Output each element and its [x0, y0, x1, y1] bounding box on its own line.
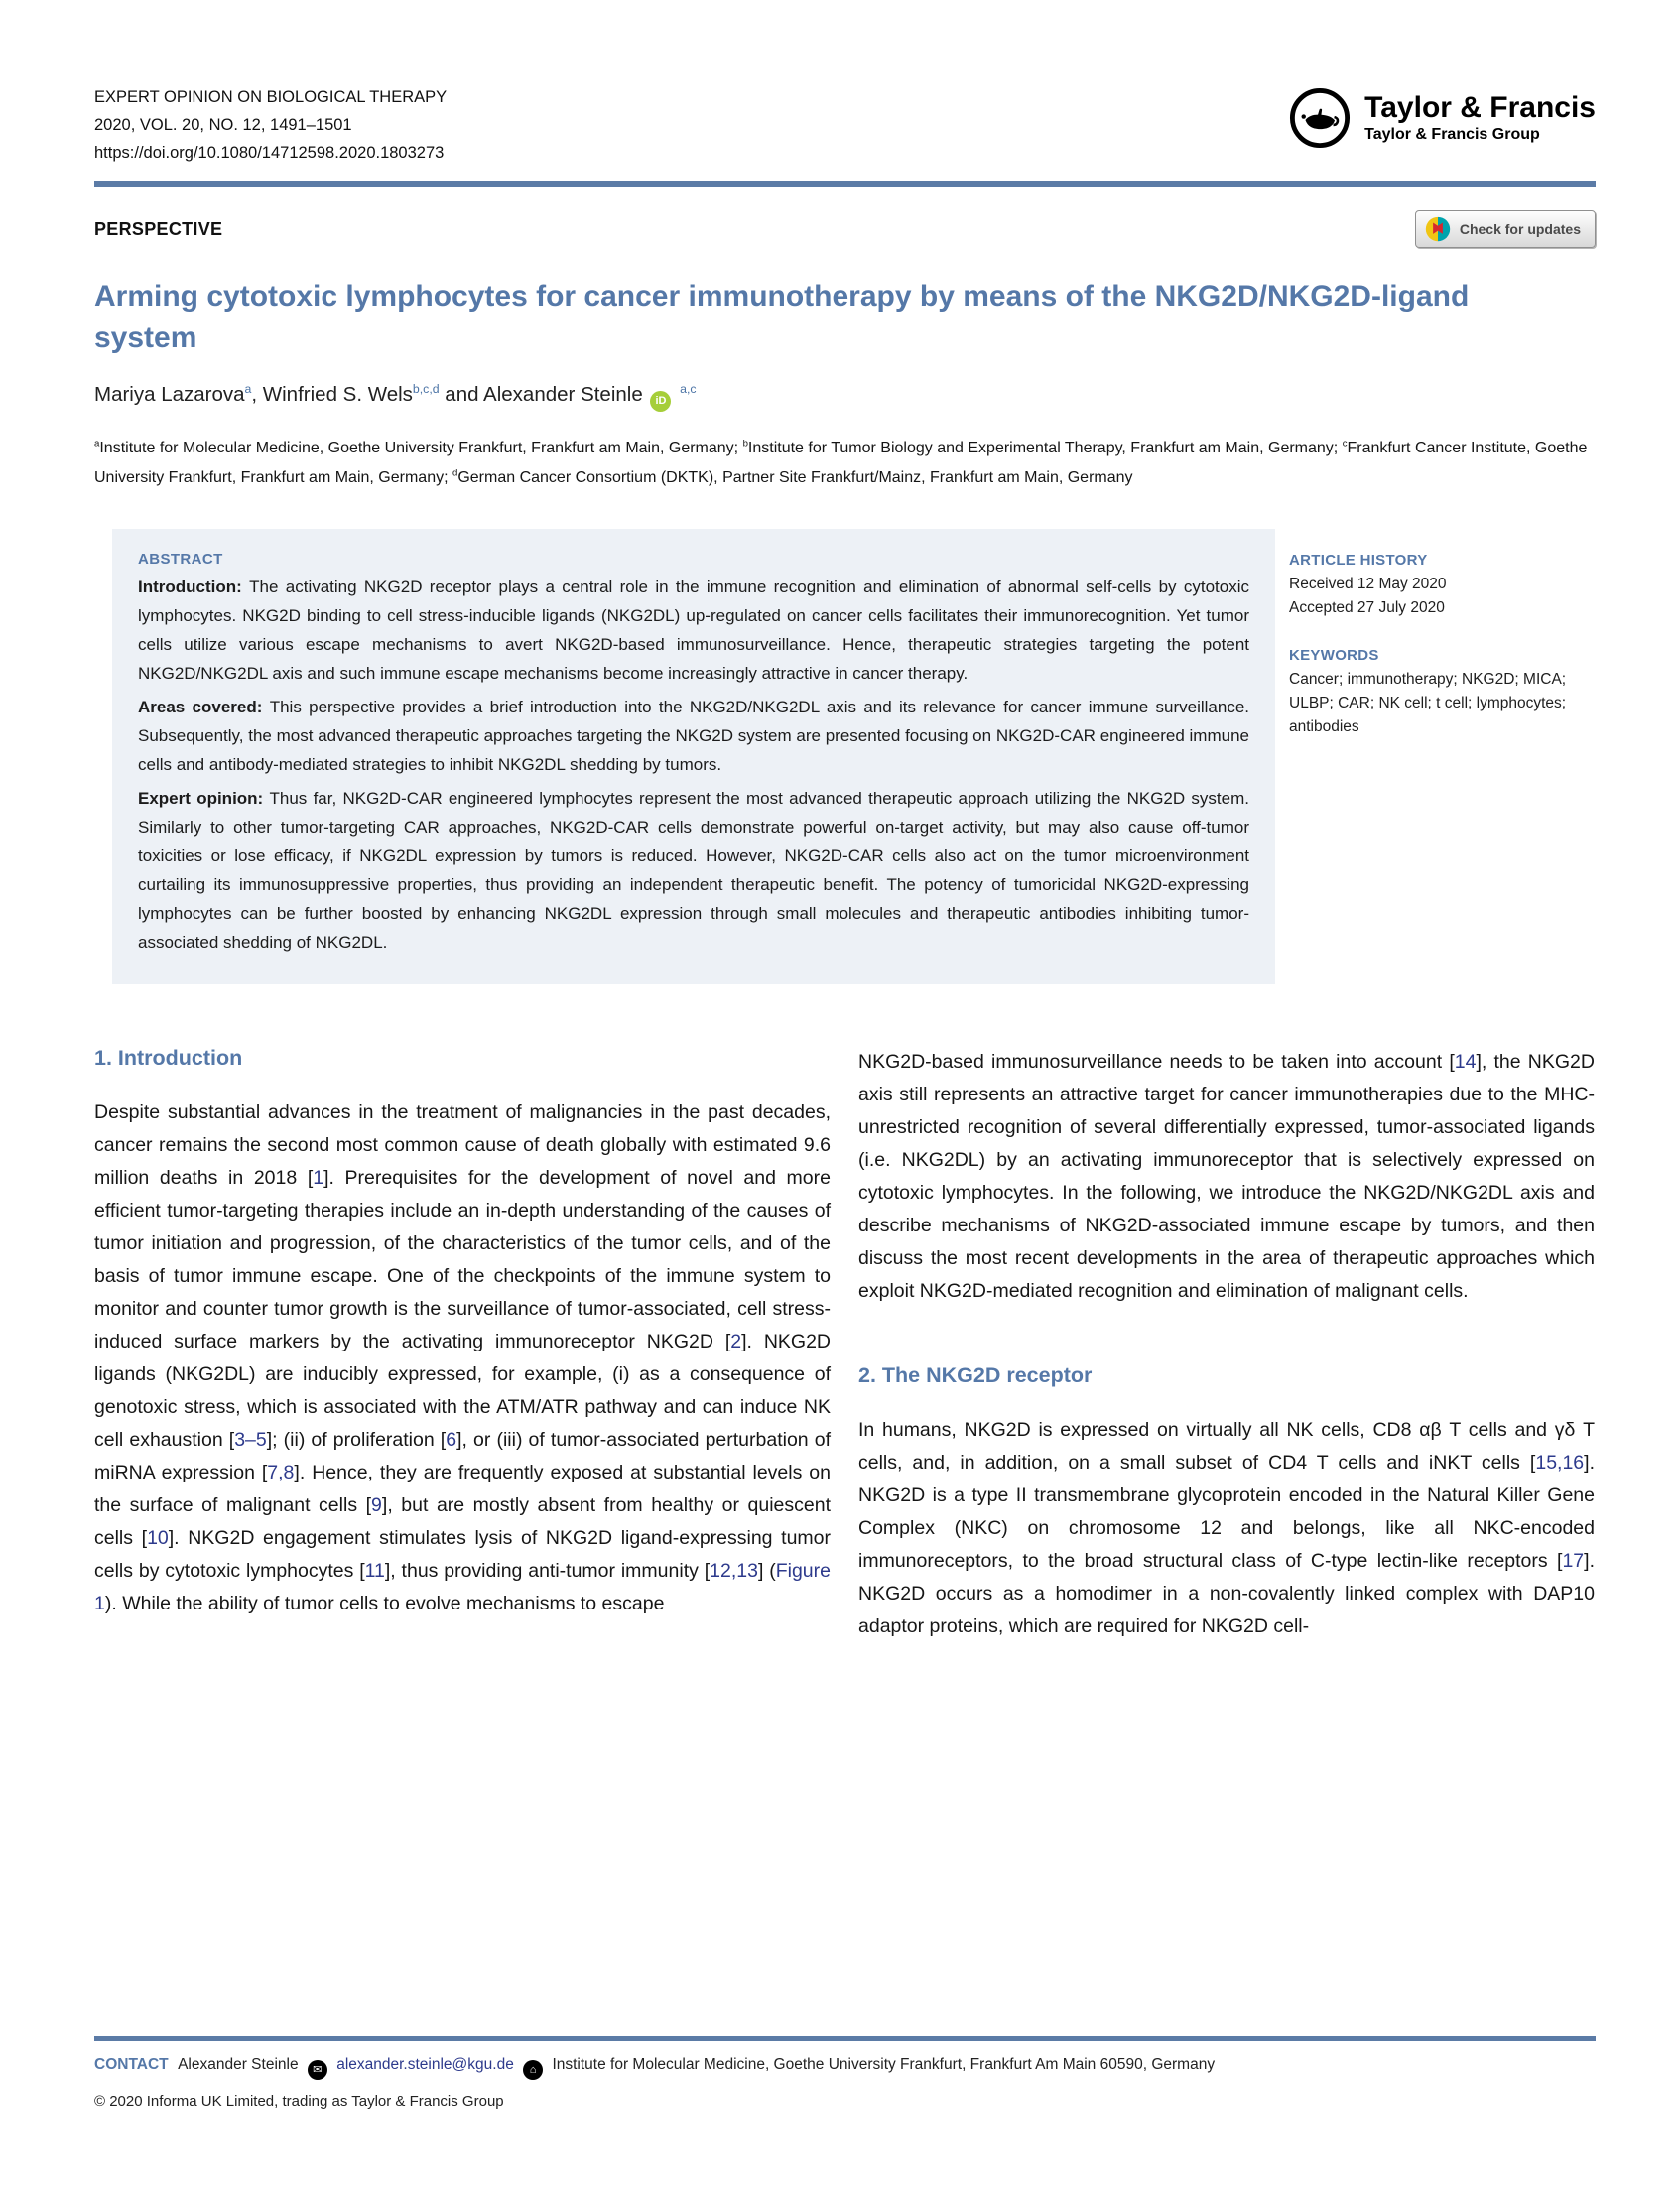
ref-link[interactable]: 3–5 — [234, 1428, 267, 1451]
ref-link[interactable]: 1 — [313, 1166, 324, 1189]
introduction-paragraph-continued: NKG2D-based immunosurveillance needs to be taken into account [14], the NKG2D axis still represents an attractive target for cancer immunotherapies due to the MHC-unrestricted recognition of several differentially expressed, tumor-associated ligands (i.e. NKG2DL) by an activating immunoreceptor that is selectively expressed on cytotoxic lymphocytes. In the following, we introduce the NKG2D/NKG2DL axis and describe mechanisms of NKG2D-associated immune escape by tumors, and then discuss the most recent developments in the area of therapeutic approaches which exploit NKG2D-mediated recognition and elimination of malignant cells. — [858, 1050, 1595, 1302]
journal-name: EXPERT OPINION ON BIOLOGICAL THERAPY — [94, 88, 448, 106]
contact-name: Alexander Steinle — [178, 2056, 299, 2073]
ref-link[interactable]: 2 — [730, 1330, 742, 1352]
ref-link[interactable]: 17 — [1562, 1549, 1585, 1572]
journal-meta — [94, 83, 447, 167]
author-byline — [94, 383, 1596, 412]
crossmark-icon — [1425, 216, 1451, 242]
check-for-updates-label: Check for updates — [1459, 221, 1581, 237]
abstract-box — [112, 529, 1275, 984]
contact-email-link[interactable]: alexander.steinle@kgu.de — [336, 2056, 514, 2073]
contact-label: CONTACT — [94, 2056, 169, 2073]
article-body — [94, 1046, 1596, 1643]
keywords-list: Cancer; immunotherapy; NKG2D; MICA; ULBP; CAR; NK cell; t cell; lymphocytes; antibodies — [1289, 670, 1567, 735]
body-column-right — [858, 1046, 1595, 1643]
ref-link[interactable]: 9 — [371, 1493, 382, 1516]
publisher-name: Taylor & Francis — [1364, 90, 1596, 124]
abstract-introduction: Introduction: The activating NKG2D receptor plays a central role in the immune recognition and elimination of abnormal self-cells by cytotoxic lymphocytes. NKG2D binding to cell stress-inducible ligands (NKG2DL) up-regulated on cancer cells facilitates their immunorecognition. Yet tumor cells utilize various escape mechanisms to avert NKG2D-based immunosurveillance. Hence, therapeutic strategies targeting the potent NKG2D/NKG2DL axis and such immune escape mechanisms become increasingly attractive in cancer therapy. — [138, 577, 1249, 683]
ref-link[interactable]: 14 — [1454, 1050, 1477, 1073]
taylor-francis-lamp-icon — [1289, 87, 1351, 149]
contact-line — [94, 2056, 1596, 2080]
article-info-sidebar — [1289, 529, 1587, 739]
section-heading-introduction: 1. Introduction — [94, 1045, 243, 1070]
publisher-logo — [1289, 87, 1596, 149]
article-history — [1289, 549, 1587, 620]
ref-link[interactable]: 10 — [147, 1526, 169, 1549]
body-column-left — [94, 1046, 831, 1643]
page-footer — [94, 2036, 1596, 2110]
keywords-heading: KEYWORDS — [1289, 646, 1379, 664]
keywords-block — [1289, 644, 1587, 739]
publisher-logo-text — [1364, 92, 1596, 145]
abstract-heading: ABSTRACT — [138, 550, 223, 568]
article-history-heading: ARTICLE HISTORY — [1289, 551, 1428, 569]
envelope-icon: ✉ — [308, 2060, 327, 2080]
section-heading-nkg2d-receptor: 2. The NKG2D receptor — [858, 1362, 1093, 1387]
nkg2d-receptor-paragraph: In humans, NKG2D is expressed on virtually all NK cells, CD8 αβ T cells and γδ T cells, and, in addition, on a small subset of CD4 T cells and iNKT cells [15,16]. NKG2D is a type II transmembrane glycoprotein encoded in the Natural Killer Gene Complex (NKC) on chromosome 12 and belongs, like all NKC-encoded immunoreceptors, to the broad structural class of C-type lectin-like receptors [17]. NKG2D occurs as a homodimer in a non-covalently linked complex with DAP10 adaptor proteins, which are required for NKG2D cell- — [858, 1418, 1595, 1637]
journal-volume: 2020, VOL. 20, NO. 12, 1491–1501 — [94, 116, 352, 134]
orcid-icon[interactable]: iD — [650, 391, 671, 412]
accepted-date: Accepted 27 July 2020 — [1289, 598, 1445, 616]
top-divider — [94, 181, 1596, 187]
check-for-updates-button[interactable] — [1415, 210, 1596, 248]
author-affiliation-sup: a,c — [680, 382, 697, 397]
contact-address: Institute for Molecular Medicine, Goethe University Frankfurt, Frankfurt Am Main 60590, Germany — [552, 2056, 1216, 2073]
ref-link[interactable]: 15,16 — [1535, 1451, 1585, 1474]
publisher-group: Taylor & Francis Group — [1364, 126, 1540, 144]
author-names: Mariya Lazarova$^a$, Winfried S. Wels$^{b,c,d}$ and Alexander Steinle — [94, 382, 643, 406]
copyright-line: © 2020 Informa UK Limited, trading as Taylor & Francis Group — [94, 2093, 504, 2110]
building-icon: ⌂ — [523, 2060, 543, 2080]
ref-link[interactable]: 7,8 — [267, 1461, 295, 1483]
bottom-divider — [94, 2036, 1596, 2041]
type-row — [94, 210, 1596, 248]
abstract-row — [94, 529, 1596, 984]
abstract-areas-covered: Areas covered: This perspective provides a brief introduction into the NKG2D/NKG2DL axis and its relevance for cancer immune surveillance. Subsequently, the most advanced therapeutic approaches targeting the NKG2D system are presented focusing on NKG2D-CAR engineered immune cells and antibody-mediated strategies to inhibit NKG2DL shedding by tumors. — [138, 697, 1249, 774]
received-date: Received 12 May 2020 — [1289, 575, 1447, 592]
ref-link[interactable]: 12,13 — [710, 1559, 758, 1582]
introduction-paragraph: Despite substantial advances in the treatment of malignancies in the past decades, cancer remains the second most common cause of death globally with estimated 9.6 million deaths in 2018 [1]. Prerequisites for the development of novel and more efficient tumor-targeting therapies include an in-depth understanding of the causes of tumor initiation and progression, of the characteristics of the tumor cells, and of the basis of tumor immune escape. One of the checkpoints of the immune system to monitor and counter tumor growth is the surveillance of tumor-associated, cell stress-induced surface markers by the activating immunoreceptor NKG2D [2]. NKG2D ligands (NKG2DL) are inducibly expressed, for example, (i) as a consequence of genotoxic stress, which is associated with the ATM/ATR pathway and can induce NK cell exhaustion [3–5]; (ii) of proliferation [6], or (iii) of tumor-associated perturbation of miRNA expression [7,8]. Hence, they are frequently exposed at substantial levels on the surface of malignant cells [9], but are mostly absent from healthy or quiescent cells [10]. NKG2D engagement stimulates lysis of NKG2D ligand-expressing tumor cells by cytotoxic lymphocytes [11], thus providing anti-tumor immunity [12,13] (Figure 1). While the ability of tumor cells to evolve mechanisms to escape — [94, 1100, 832, 1614]
article-title: Arming cytotoxic lymphocytes for cancer immunotherapy by means of the NKG2D/NKG2D-ligand system — [94, 280, 1470, 354]
doi-link[interactable]: https://doi.org/10.1080/14712598.2020.1803273 — [94, 144, 445, 162]
ref-link[interactable]: 11 — [364, 1559, 385, 1582]
ref-link[interactable]: Figure 1 — [94, 1559, 831, 1614]
ref-link[interactable]: 6 — [446, 1428, 457, 1451]
article-type-label: PERSPECTIVE — [94, 218, 223, 239]
affiliations: $^a$Institute for Molecular Medicine, Goethe University Frankfurt, Frankfurt am Main, Germany; $^b$Institute for Tumor Biology and Experimental Therapy, Frankfurt am Main, Germany; $^c$Frankfurt Cancer Institute, Goethe University Frankfurt, Frankfurt am Main, Germany; $^d$German Cancer Consortium (DKTK), Partner Site Frankfurt/Mainz, Frankfurt am Main, Germany — [94, 438, 1588, 486]
abstract-expert-opinion: Expert opinion: Thus far, NKG2D-CAR engineered lymphocytes represent the most advanced therapeutic approach utilizing the NKG2D system. Similarly to other tumor-targeting CAR approaches, NKG2D-CAR cells demonstrate powerful on-target activity, but may also cause off-tumor toxicities or lose efficacy, if NKG2DL expression by tumors is reduced. However, NKG2D-CAR cells also act on the tumor microenvironment curtailing its immunosuppressive properties, thus providing an independent therapeutic benefit. The potency of tumoricidal NKG2D-expressing lymphocytes can be further boosted by enhancing NKG2DL expression through small molecules and therapeutic antibodies inhibiting tumor-associated shedding of NKG2DL. — [138, 788, 1249, 952]
page-header — [94, 83, 1596, 167]
